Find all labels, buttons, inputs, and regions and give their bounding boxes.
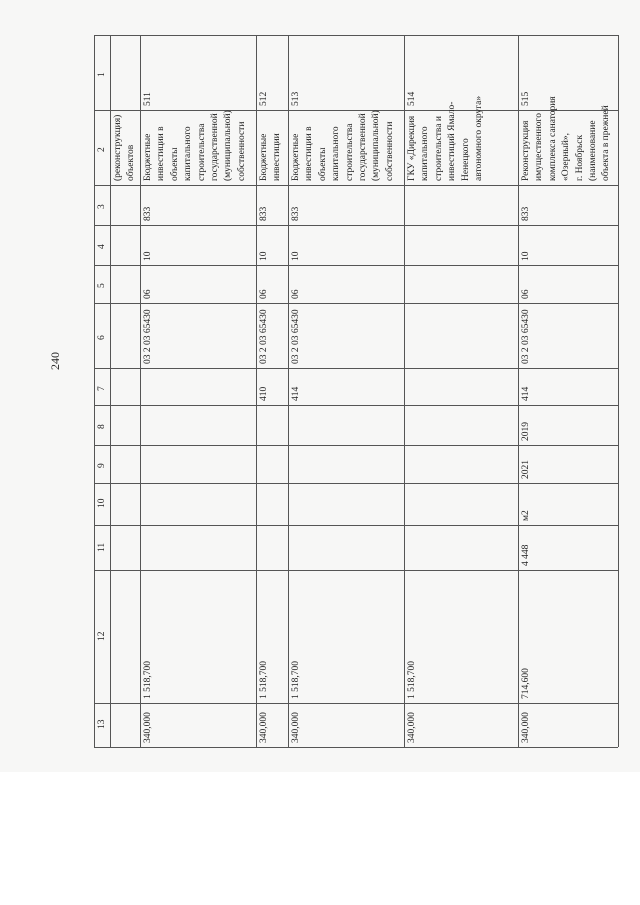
table-cell: 833	[521, 206, 531, 221]
table-cell: 410	[259, 386, 269, 401]
table-cell: 03 2 03 65430	[521, 309, 531, 364]
column-number: 10	[97, 498, 107, 508]
table-cell: 513	[291, 91, 301, 106]
table-cell: 03 2 03 65430	[291, 309, 301, 364]
page-number: 240	[48, 352, 62, 370]
table-cell: 2021	[521, 460, 531, 479]
description-line: инвестиции	[272, 133, 283, 181]
description-line: Бюджетные	[291, 133, 301, 181]
description-line: государственной	[210, 113, 220, 181]
description-line: «Озерный»,	[561, 132, 572, 181]
budget-table	[94, 35, 618, 747]
description-line: объекта в прежней	[601, 105, 612, 181]
column-number: 3	[97, 204, 107, 209]
table-cell: 340,000	[143, 712, 153, 743]
column-border	[94, 570, 618, 571]
description-line: Бюджетные	[143, 133, 153, 181]
table-cell: 514	[407, 91, 417, 106]
description-line: инвестиции в	[304, 126, 315, 181]
column-number: 4	[97, 244, 107, 249]
row-border	[94, 35, 95, 747]
description-line: Ненецкого	[460, 138, 471, 181]
table-cell: 06	[143, 289, 153, 299]
description-line: собственности	[384, 121, 395, 181]
table-cell: 340,000	[521, 712, 531, 743]
row-border	[288, 35, 289, 747]
column-border	[94, 703, 618, 704]
column-number: 12	[97, 631, 107, 641]
column-number: 2	[97, 146, 107, 152]
description-line: (реконструкция)	[113, 114, 123, 181]
table-cell: 340,000	[291, 712, 301, 743]
table-cell: 340,000	[407, 712, 417, 743]
description-line: (муниципальной)	[223, 110, 234, 181]
table-cell: 1 518,700	[291, 661, 301, 699]
description-line: государственной	[358, 113, 368, 181]
description-line: собственности	[236, 121, 247, 181]
column-border	[94, 525, 618, 526]
column-number: 9	[97, 463, 107, 468]
table-cell: 833	[291, 206, 301, 221]
description-line: (муниципальной)	[371, 110, 382, 181]
table-cell: 1 518,700	[407, 661, 417, 699]
page-margin	[0, 772, 640, 905]
description-line: строительства	[196, 123, 207, 181]
column-border	[94, 445, 618, 446]
column-border	[94, 225, 618, 226]
description-line: автономного округа»	[474, 95, 484, 181]
table-cell: 1 518,700	[143, 661, 153, 699]
description-line: капитального	[420, 126, 431, 181]
row-border	[256, 35, 257, 747]
column-number: 5	[97, 283, 107, 288]
column-number: 11	[97, 542, 107, 552]
table-cell: 833	[143, 206, 153, 221]
description-line: Бюджетные	[259, 133, 269, 181]
description-line: (наименование	[588, 120, 598, 181]
table-cell: 06	[291, 289, 301, 299]
table-cell: 10	[143, 251, 153, 261]
description-line: объектов	[126, 144, 137, 181]
table-cell: 10	[259, 251, 269, 261]
column-border	[94, 265, 618, 266]
table-cell: 340,000	[259, 712, 269, 743]
column-border	[94, 747, 618, 748]
table-cell: 06	[259, 289, 269, 299]
column-border	[94, 483, 618, 484]
column-border	[94, 110, 618, 111]
column-border	[94, 368, 618, 369]
table-cell: 10	[291, 251, 301, 261]
description-line: имущественного	[534, 113, 545, 181]
table-cell: м2	[521, 510, 531, 521]
column-border	[94, 35, 618, 36]
table-cell: 03 2 03 65430	[259, 309, 269, 364]
description-line: ГКУ «Дирекция	[407, 115, 417, 181]
table-cell: 4 448	[521, 544, 531, 566]
table-cell: 06	[521, 289, 531, 299]
description-line: инвестиции в	[156, 126, 167, 181]
table-cell: 03 2 03 65430	[143, 309, 153, 364]
column-number: 1	[97, 71, 107, 77]
description-line: комплекса санатория	[547, 96, 558, 181]
table-cell: 511	[143, 92, 153, 106]
description-line: г. Ноябрьск	[574, 134, 585, 181]
description-line: инвестиций Ямало-	[447, 101, 458, 181]
table-cell: 414	[291, 386, 301, 401]
table-cell: 1 518,700	[259, 661, 269, 699]
row-border	[404, 35, 405, 747]
description-line: Реконструкция	[521, 120, 531, 181]
column-border	[94, 185, 618, 186]
row-border	[518, 35, 519, 747]
table-cell: 2019	[521, 422, 531, 441]
table-cell: 714,600	[521, 668, 531, 699]
description-line: капитального	[183, 126, 194, 181]
column-border	[94, 303, 618, 304]
table-cell: 10	[521, 251, 531, 261]
table-cell: 833	[259, 206, 269, 221]
row-border	[140, 35, 141, 747]
row-border	[110, 35, 111, 747]
description-line: капитального	[331, 126, 342, 181]
description-line: объекты	[317, 147, 328, 181]
table-cell: 512	[259, 91, 269, 106]
table-cell: 515	[521, 91, 531, 106]
column-number: 6	[97, 334, 107, 340]
description-line: строительства	[344, 123, 355, 181]
description-line: объекты	[169, 147, 180, 181]
table-cell: 414	[521, 386, 531, 401]
column-number: 8	[97, 424, 107, 429]
row-border	[618, 35, 619, 747]
column-number: 13	[97, 719, 107, 729]
column-number: 7	[97, 385, 107, 391]
description-line: строительства и	[433, 116, 444, 181]
column-border	[94, 405, 618, 406]
